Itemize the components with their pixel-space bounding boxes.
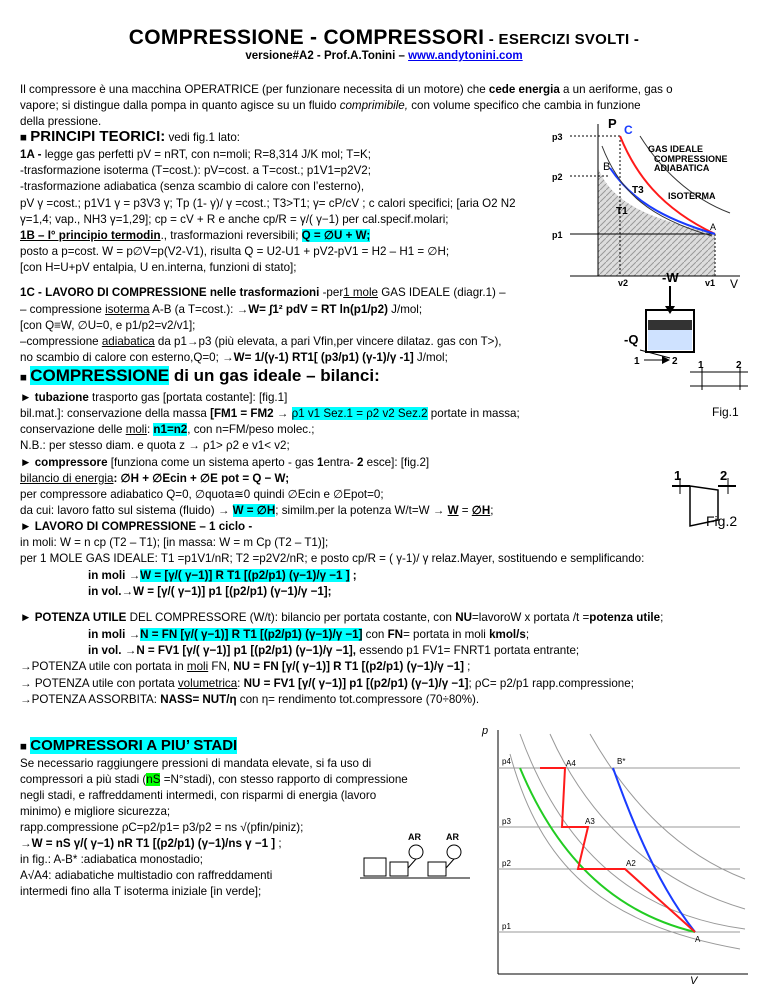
svg-text:1: 1	[698, 360, 704, 371]
lavoro-line-2: – compressione isoterma A-B (a T=cost.): →W= ∫1² pdV = RT ln(p1/p2) J/mol;	[20, 303, 423, 316]
svg-text:AR: AR	[446, 832, 459, 842]
svg-text:p1: p1	[502, 922, 511, 931]
svg-text:B: B	[603, 161, 611, 173]
svg-text:ISOTERMA: ISOTERMA	[668, 191, 716, 201]
title-small: - ESERCIZI SVOLTI -	[484, 31, 640, 48]
stadi-line-3: negli stadi, e raffreddamenti intermedi, con risparmi di energia (lavoro	[20, 789, 377, 802]
potenza-line-5: → POTENZA utile con portata volumetrica: NU = FV1 [γ/( γ−1)] p1 [(p2/p1) (γ−1)/γ −1]; ρC= p2/p1 rapp.compressione;	[20, 677, 634, 690]
svg-text:1: 1	[634, 356, 640, 366]
bilanci-line-6: bilancio di energia: ∅H + ∅Ecin + ∅E pot = Q − W;	[20, 472, 290, 485]
intro-line-2: vapore; si distingue dalla pompa in quanto agisce su un fluido comprimibile, con volume specifico che cambia in funzione	[20, 99, 641, 112]
svg-text:2: 2	[736, 360, 742, 371]
piston-diagram	[610, 270, 740, 366]
principi-line-6: 1B – I° principio termodin., trasformazioni reversibili; Q = ∅U + W;	[20, 229, 371, 242]
svg-text:A: A	[695, 935, 701, 944]
lavoro-line-3: [con Q≡W, ∅U=0, e p1/p2=v2/v1];	[20, 319, 196, 332]
potenza-line-6: →POTENZA ASSORBITA: NASS= NUT/η con η= rendimento tot.compressore (70÷80%).	[20, 693, 480, 706]
intro-line-3: della pressione.	[20, 115, 102, 128]
stadi-line-1: Se necessario raggiungere pressioni di mandata elevate, si fa uso di	[20, 757, 372, 770]
svg-text:A3: A3	[585, 817, 595, 826]
svg-text:-Q: -Q	[624, 332, 639, 347]
svg-text:p: p	[482, 725, 489, 737]
potenza-line-1: ► POTENZA UTILE DEL COMPRESSORE (W/t): bilancio per portata costante, con NU=lavoroW x portata /t =potenza utile;	[20, 611, 664, 624]
lavoro-line-5: no scambio di calore con esterno,Q=0; →W= 1/(γ-1) RT1[ (p3/p1) (γ-1)/γ -1] J/mol;	[20, 351, 448, 364]
stadi-line-8: A√A4: adiabatiche multistadio con raffreddamenti	[20, 869, 273, 882]
svg-text:p2: p2	[502, 859, 511, 868]
stadi-line-6: →W = nS γ/( γ−1) nR T1 [(p2/p1) (γ−1)/ns γ −1 ] ;	[20, 837, 282, 850]
fig2-caption: Fig.2	[706, 513, 738, 529]
multistage-pv-diagram	[480, 724, 752, 986]
bilanci-line-9: ► LAVORO DI COMPRESSIONE – 1 ciclo -	[20, 520, 253, 533]
piston	[648, 320, 692, 330]
lavoro-line-1: 1C - LAVORO DI COMPRESSIONE nelle trasformazioni -per1 mole GAS IDEALE (diagr.1) –	[20, 286, 506, 299]
intro-line-1: Il compressore è una macchina OPERATRICE (per funzionare necessita di un motore) che cede energia a un aeriforme, gas o	[20, 83, 673, 96]
principi-line-7: posto a p=cost. W = p∅V=p(V2-V1), risulta Q = U2-U1 + pV2-pV1 = H2 – H1 = ∅H;	[20, 245, 450, 258]
pipe-diagram	[686, 356, 752, 404]
svg-text:p3: p3	[502, 817, 511, 826]
svg-text:A: A	[710, 222, 717, 232]
multistage-schematic	[360, 828, 480, 880]
stadi-line-2: compressori a più stadi (nS =N°stadi), con stesso rapporto di compressione	[20, 773, 408, 786]
svg-text:-W: -W	[662, 270, 679, 285]
svg-text:v1: v1	[705, 278, 716, 288]
title-main: COMPRESSIONE - COMPRESSORI	[128, 26, 485, 49]
bilanci-heading: ■ COMPRESSIONE di un gas ideale – bilanci:	[20, 366, 380, 385]
potenza-line-4: →POTENZA utile con portata in moli FN, NU = FN [γ/( γ−1)] R T1 [(p2/p1) (γ−1)/γ −1] ;	[20, 660, 471, 673]
svg-text:AR: AR	[408, 832, 421, 842]
author-link[interactable]: www.andytonini.com	[408, 50, 523, 62]
bilanci-line-1: ► tubazione trasporto gas [portata costante]: [fig.1]	[20, 391, 288, 404]
bilanci-line-2: bil.mat.]: conservazione della massa [FM1 = FM2 → ρ1 v1 Sez.1 = ρ2 v2 Sez.2 portate in massa;	[20, 407, 520, 420]
bilanci-line-11: per 1 MOLE GAS IDEALE: T1 =p1V1/nR; T2 =p2V2/nR; e posto cp/R = ( γ-1)/ γ relaz.Mayer, sostituendo e semplificando:	[20, 552, 645, 565]
pv-diagram	[540, 118, 752, 290]
stadi-line-5: rapp.compressione ρC=p2/p1= p3/p2 = ns √(pfin/piniz);	[20, 821, 304, 834]
bilanci-formula-moli: in moli →W = [γ/( γ−1)] R T1 [(p2/p1) (γ−1)/γ −1 ] ;	[88, 569, 357, 582]
principi-line-1: 1A - legge gas perfetti pV = nRT, con n=moli; R=8,314 J/K mol; T=K;	[20, 148, 372, 161]
principi-line-3: -trasformazione adiabatica (senza scambio di calore con l’esterno),	[20, 180, 365, 193]
svg-text:COMPRESSIONE: COMPRESSIONE	[654, 154, 728, 164]
potenza-line-3: in vol. →N = FV1 [γ/( γ−1)] p1 [(p2/p1) (γ−1)/γ −1], essendo p1 FV1= FNRT1 portata entrante;	[88, 644, 580, 657]
svg-text:A2: A2	[626, 859, 636, 868]
svg-text:ADIABATICA: ADIABATICA	[654, 163, 710, 173]
bilanci-formula-vol: in vol.→W = [γ/( γ−1)] p1 [(p2/p1) (γ−1)/γ −1];	[88, 585, 332, 598]
principi-line-2: -trasformazione isoterma (T=cost.): pV=cost. a T=cost.; p1V1=p2V2;	[20, 164, 371, 177]
potenza-line-2: in moli →N = FN [γ/( γ−1)] R T1 [(p2/p1) (γ−1)/γ −1] con FN= portata in moli kmol/s;	[88, 628, 530, 641]
svg-text:p4: p4	[502, 757, 511, 766]
bilanci-line-5: ► compressore [funziona come un sistema aperto - gas 1entra- 2 esce]: [fig.2]	[20, 456, 430, 469]
svg-text:p1: p1	[552, 230, 563, 240]
svg-text:2: 2	[672, 356, 678, 366]
subtitle: versione#A2 - Prof.A.Tonini – www.andytonini.com	[245, 50, 523, 62]
svg-text:GAS IDEALE: GAS IDEALE	[648, 144, 704, 154]
svg-text:2: 2	[720, 470, 728, 483]
principi-line-4: pV γ =cost.; p1V1 γ = p3V3 γ; Tp (1- γ)/ γ =cost.; T3>T1; γ= cP/cV ; c calori specifici; [aria O2 N2	[20, 197, 516, 210]
stadi-line-7: in fig.: A-B* :adiabatica monostadio;	[20, 853, 204, 866]
svg-text:T1: T1	[616, 206, 628, 217]
work-area	[598, 168, 715, 276]
principi-line-8: [con H=U+pV entalpia, U en.interna, funzioni di stato];	[20, 261, 297, 274]
lavoro-line-4: –compressione adiabatica da p1→p3 (più elevata, a pari Vfin,per vincere dilataz. gas con T>),	[20, 335, 502, 348]
bilanci-line-10: in moli: W = n cp (T2 – T1); [in massa: W = m Cp (T2 – T1)];	[20, 536, 329, 549]
svg-text:v2: v2	[618, 278, 629, 288]
svg-text:V: V	[690, 975, 698, 986]
bilanci-line-7: per compressore adiabatico Q=0, ∅quota≅0 quindi ∅Ecin e ∅Epot=0;	[20, 488, 384, 501]
svg-text:V: V	[730, 277, 739, 290]
svg-text:T3: T3	[632, 185, 644, 196]
svg-text:A4: A4	[566, 759, 576, 768]
svg-text:p3: p3	[552, 132, 563, 142]
bilanci-line-4: N.B.: per stesso diam. e quota z → ρ1> ρ2 e v1< v2;	[20, 439, 290, 452]
fig1-caption: Fig.1	[712, 405, 739, 419]
stadi-line-4: minimo) e migliore sicurezza;	[20, 805, 171, 818]
svg-text:C: C	[624, 123, 633, 137]
svg-text:p2: p2	[552, 172, 563, 182]
principi-heading: ■ PRINCIPI TEORICI: vedi fig.1 lato:	[20, 128, 241, 145]
stadi-line-9: intermedi fino alla T isoterma iniziale [in verde];	[20, 885, 262, 898]
bilanci-line-8: da cui: lavoro fatto sul sistema (fluido) → W = ∅H; similm.per la potenza W/t=W → W = ∅H;	[20, 504, 494, 517]
bilanci-line-3: conservazione delle moli: n1=n2, con n=FM/peso molec.;	[20, 423, 315, 436]
svg-text:1: 1	[674, 470, 682, 483]
stadi-heading: ■ COMPRESSORI A PIU’ STADI	[20, 737, 238, 754]
svg-text:P: P	[608, 118, 617, 131]
principi-line-5: γ=1,4; vap., NH3 γ=1,29]; cp = cV + R e anche cp/R = γ/( γ−1) per cal.specif.molari;	[20, 213, 449, 226]
svg-text:B*: B*	[617, 757, 626, 766]
